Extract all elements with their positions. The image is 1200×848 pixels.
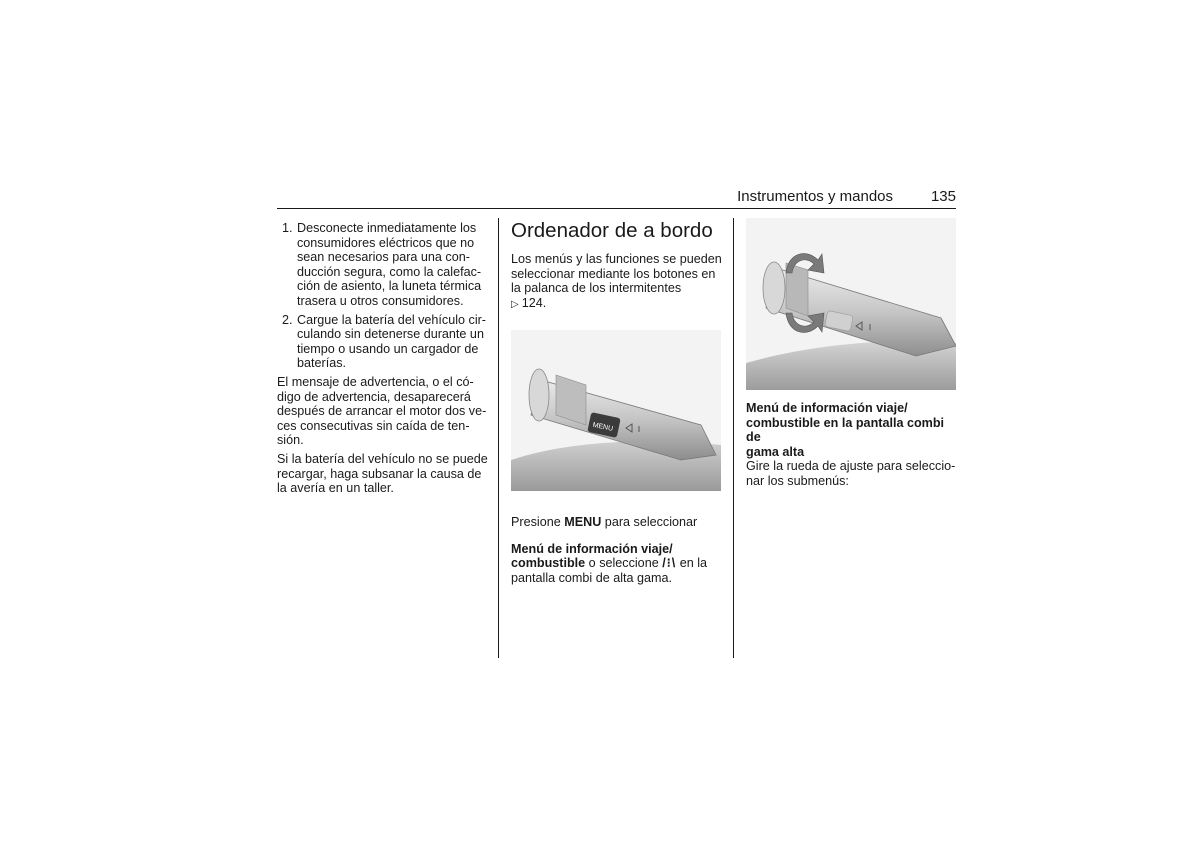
battery-paragraph [277, 452, 489, 496]
paragraph-line: digo de advertencia, desaparecerá [277, 389, 471, 404]
reference-arrow-icon: ▷ [511, 298, 519, 310]
heading-line: gama alta [746, 444, 805, 459]
heading-line: combustible en la pantalla combi de [746, 415, 945, 445]
column-3 [746, 401, 958, 489]
list-number: 2. [282, 312, 293, 327]
paragraph-line: después de arrancar el motor dos ve- [277, 404, 487, 419]
caption-line: pantalla combi de alta gama. [511, 570, 673, 585]
paragraph-line: El mensaje de advertencia, o el có- [277, 374, 474, 389]
intro-line: seleccionar mediante los botones en [511, 266, 716, 281]
header-title: Instrumentos y mandos [737, 188, 893, 205]
caption-line [511, 556, 724, 571]
caption-text: en la [676, 556, 708, 571]
reference-line [511, 296, 724, 313]
subsection-heading [746, 401, 958, 459]
paragraph-line: sión. [277, 433, 304, 448]
list-item [277, 221, 489, 309]
warning-paragraph [277, 375, 489, 448]
control-glyph: /⁝\ [662, 556, 677, 571]
paragraph-line: la avería en un taller. [277, 481, 394, 496]
paragraph-line: recargar, haga subsanar la causa de [277, 466, 482, 481]
list-line: Desconecte inmediatamente los [297, 221, 477, 235]
body-line: Gire la rueda de ajuste para seleccio- [746, 459, 956, 474]
list-line: ducción segura, como la calefac- [297, 264, 482, 279]
paragraph-line: Si la batería del vehículo no se puede [277, 451, 488, 466]
list-line: consumidores eléctricos que no [297, 235, 475, 250]
section-title: Ordenador de a bordo [511, 219, 713, 242]
column-2 [511, 218, 724, 312]
caption-line [511, 515, 724, 530]
intro-line: Los menús y las funciones se pueden [511, 252, 722, 266]
reference-page[interactable]: 124. [521, 295, 547, 310]
header-divider [277, 208, 956, 209]
list-line: sean necesarios para una con- [297, 250, 470, 265]
menu-term: MENU [564, 514, 602, 529]
list-line: tiempo o usando un cargador de [297, 341, 479, 356]
page-number: 135 [930, 188, 956, 205]
heading-line: Menú de información viaje/ [746, 401, 908, 415]
page-header [277, 186, 956, 208]
list-item [277, 313, 489, 371]
list-line: trasera u otros consumidores. [297, 293, 464, 308]
list-line: Cargue la batería del vehículo cir- [297, 312, 487, 327]
intro-paragraph [511, 252, 724, 312]
column-divider-2 [733, 218, 734, 658]
column-1 [277, 221, 489, 496]
adjustment-wheel-illustration [746, 218, 956, 390]
lever-menu-illustration [511, 330, 721, 491]
list-number: 1. [282, 221, 293, 235]
caption-text: para seleccionar [601, 514, 698, 529]
caption-text: o seleccione [585, 556, 663, 571]
menu-name-line: Menú de información viaje/ [511, 541, 673, 556]
menu-button-label: MENU [591, 421, 614, 433]
paragraph-line: ces consecutivas sin caída de ten- [277, 418, 470, 433]
list-line: ción de asiento, la luneta térmica [297, 279, 482, 294]
intro-line: la palanca de los intermitentes [511, 281, 682, 296]
caption-text: Presione [511, 514, 565, 529]
column-divider-1 [498, 218, 499, 658]
list-line: baterías. [297, 356, 347, 371]
body-line: nar los submenús: [746, 473, 849, 488]
figure-caption [511, 502, 724, 586]
subsection-body [746, 459, 958, 488]
list-line: culando sin detenerse durante un [297, 327, 484, 342]
menu-name-end: combustible [511, 556, 586, 571]
